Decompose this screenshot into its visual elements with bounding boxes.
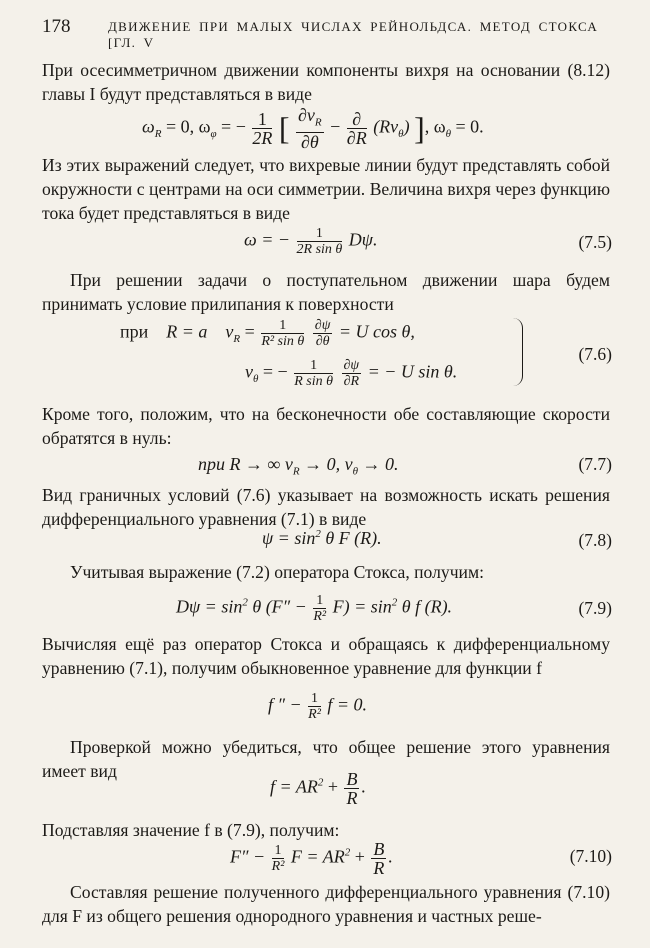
paragraph-7: Вычисляя ещё раз оператор Стокса и обращаясь к дифференциальному уравнению (7.1), получим обыкновенное уравнение для функции f: [42, 634, 610, 678]
equation-vorticity-components: $\omega_R = 0$, $\omega_\varphi$ = − $\frac{1}{2R}$ [ $\frac{\partial v_R}{\partial\theta}$ − $\frac{\partial}{\partial R}$ $(Rv_\theta)$ ], $\omega_\theta = 0$.: [142, 105, 484, 152]
equation-label-7-5: (7.5): [578, 232, 612, 252]
equation-7-6-brace: [512, 318, 523, 386]
paragraph-10: Составляя решение полученного дифференциального уравнения (7.10) для F из общего решения однородного уравнения и частных реше-: [42, 882, 610, 926]
paragraph-4: Кроме того, положим, что на бесконечности обе составляющие скорости обратятся в нуль:: [42, 404, 610, 448]
equation-7-10: F″ − $\frac{1}{\text{R²}}$ $F = AR^2$ + $\frac{B}{R}$ .: [230, 839, 393, 878]
equation-label-7-9: (7.9): [578, 598, 612, 618]
equation-7-7: при R → ∞ $v_R \to 0$, $v_\theta \to 0$.: [198, 454, 399, 478]
paragraph-9: Подставляя значение f в (7.9), получим:: [42, 820, 340, 840]
equation-label-7-7: (7.7): [578, 454, 612, 474]
paragraph-3: При решении задачи о поступательном движении шара будем принимать условие прилипания к поверхности: [42, 270, 610, 314]
page-number: 178: [42, 16, 71, 37]
running-title: ДВИЖЕНИЕ ПРИ МАЛЫХ ЧИСЛАХ РЕЙНОЛЬДСА. МЕТОД СТОКСА [ГЛ. V: [108, 19, 599, 50]
equation-7-5: ω = − $\frac{1}{\text{2R sin θ}}$ Dψ.: [244, 226, 378, 257]
equation-7-6-line-2: $v_\theta$ = − $\frac{1}{\text{R sin θ}}$ $\frac{\partial\psi}{\partial R}$ = − U sin θ.: [245, 358, 458, 389]
paragraph-1: При осесимметричном движении компоненты вихря на основании (8.12) главы I будут представляться в виде: [42, 60, 610, 104]
equation-general-solution: $f = AR^2$ + $\frac{B}{R}$ .: [270, 769, 366, 808]
paragraph-8: Проверкой можно убедиться, что общее решение этого уравнения имеет вид: [42, 737, 610, 781]
equation-label-7-8: (7.8): [578, 530, 612, 550]
equation-7-8: $\psi = \sin^2 \theta$ F (R).: [262, 528, 382, 548]
equation-label-7-6: (7.6): [578, 344, 612, 364]
equation-7-9: $D\psi = \sin^2 \theta$ (F″ − $\frac{1}{\text{R²}}$ $F) = \sin^2 \theta$ f (R).: [176, 593, 453, 624]
paragraph-2: Из этих выражений следует, что вихревые линии будут представлять собой окружности с центрами на оси симметрии. Величина вихря через функцию тока будет представляться в виде: [42, 155, 610, 223]
equation-ordinary-f: f ″ − $\frac{1}{\text{R²}}$ f = 0.: [268, 691, 368, 722]
equation-label-7-10: (7.10): [569, 846, 612, 866]
paragraph-5: Вид граничных условий (7.6) указывает на возможность искать решения дифференциального уравнения (7.1) в виде: [42, 485, 610, 529]
paragraph-6: Учитывая выражение (7.2) оператора Стокса, получим:: [70, 562, 484, 582]
equation-7-6-line-1: при R = a $v_R$ = $\frac{1}{\text{R² sin θ}}$ $\frac{\partial\psi}{\partial\theta}$ = U cos θ,: [120, 318, 415, 349]
